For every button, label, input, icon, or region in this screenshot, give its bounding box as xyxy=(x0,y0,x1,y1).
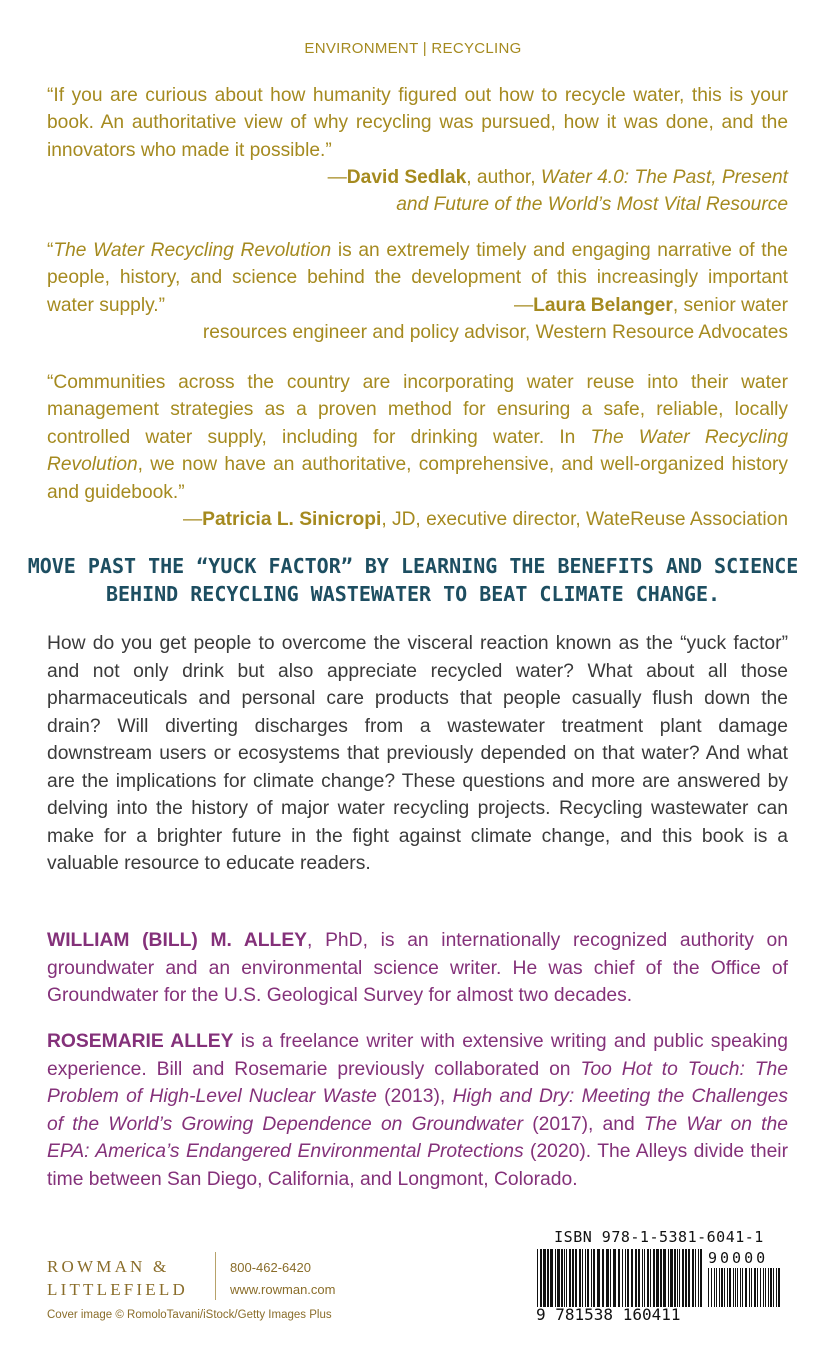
barcode-bar xyxy=(692,1249,694,1307)
quote-open: “ xyxy=(47,240,54,261)
barcode-bar xyxy=(618,1249,620,1307)
barcode-bar xyxy=(757,1268,758,1307)
barcode-bar xyxy=(631,1249,633,1307)
barcode-bar xyxy=(555,1249,556,1307)
barcode-bar xyxy=(768,1268,769,1307)
attribution-book: Water 4.0: The Past, Present xyxy=(540,167,788,188)
barcode-bar xyxy=(773,1268,774,1307)
addon-digits: 90000 xyxy=(708,1249,769,1267)
ean-digits: 9 781538 160411 xyxy=(536,1305,681,1324)
barcode-bar xyxy=(638,1249,640,1307)
publisher-logo-line2: LITTLEFIELD xyxy=(47,1280,188,1299)
barcode-bar xyxy=(564,1249,565,1307)
book-title: High and Dry: Meeting the Challenges of the World’s Growing Dependence on Groundwater xyxy=(47,1086,788,1135)
barcode-bar xyxy=(729,1268,731,1307)
barcode-bar xyxy=(735,1268,736,1307)
author-name: WILLIAM (BILL) M. ALLEY xyxy=(47,930,308,951)
bio-text: (2013), xyxy=(376,1086,453,1107)
barcode-bar xyxy=(579,1249,581,1307)
publisher-contact xyxy=(230,1257,335,1301)
barcode-bar xyxy=(587,1249,589,1307)
barcode-bar xyxy=(642,1249,643,1307)
quote-book-title: The Water Recycling Revolution xyxy=(53,240,332,261)
cover-credit: Cover image © RomoloTavani/iStock/Getty Images Plus xyxy=(47,1309,332,1321)
barcode-bar xyxy=(622,1249,623,1307)
barcode-bar xyxy=(670,1249,673,1307)
barcode-bar xyxy=(776,1268,777,1307)
quote-text: “Communities across the country are incorporating water reuse into their water management strategies as a proven method for ensuring a safe, reliable, locally controlled water supply, including for drinking water. In xyxy=(47,372,788,448)
headline-line2: BEHIND RECYCLING WASTEWATER TO BEAT CLIMATE CHANGE. xyxy=(105,582,721,606)
barcode-bar xyxy=(606,1249,609,1307)
author-name: ROSEMARIE ALLEY xyxy=(47,1031,234,1052)
barcode-bar xyxy=(724,1268,725,1307)
addon-barcode xyxy=(708,1268,784,1307)
barcode-bar xyxy=(613,1249,616,1307)
isbn-label: ISBN 978-1-5381-6041-1 xyxy=(554,1228,764,1246)
barcode-bar xyxy=(540,1249,542,1307)
attribution-sinicropi xyxy=(68,506,788,533)
barcode-bar xyxy=(733,1268,734,1307)
book-title: The War on the EPA: America’s Endangered Environmental Protections xyxy=(47,1113,788,1162)
attribution-name: Patricia L. Sinicropi xyxy=(202,509,382,530)
barcode-bar xyxy=(698,1249,699,1307)
quote-sinicropi xyxy=(47,369,788,506)
book-title: Too Hot to Touch: The Problem of High-Level Nuclear Waste xyxy=(47,1058,788,1107)
barcode-bar xyxy=(716,1268,717,1307)
barcode-bar xyxy=(760,1268,761,1307)
barcode-bar xyxy=(561,1249,563,1307)
barcode-bar xyxy=(719,1268,720,1307)
barcode-bar xyxy=(714,1268,715,1307)
barcode-bar xyxy=(749,1268,750,1307)
barcode-bar xyxy=(550,1249,553,1307)
barcode-bar xyxy=(582,1249,583,1307)
author-bio-text: , PhD, is an internationally recognized authority on groundwater and an environmental science writer. He was chief of the Office of Groundwater for the U.S. Geological Survey for almost two decades. xyxy=(47,930,789,1006)
barcode-bar xyxy=(644,1249,645,1307)
barcode-bar xyxy=(679,1249,680,1307)
barcode-bar xyxy=(610,1249,611,1307)
barcode-bar xyxy=(650,1249,651,1307)
barcode-bar xyxy=(688,1249,690,1307)
headline xyxy=(0,552,826,608)
barcode-bar xyxy=(656,1249,659,1307)
barcode-bar xyxy=(660,1249,662,1307)
attribution-role-line2: resources engineer and policy advisor, Western Resource Advocates xyxy=(202,322,788,344)
barcode-bar xyxy=(663,1249,666,1307)
dash: — xyxy=(513,295,534,316)
barcode-bar xyxy=(682,1249,684,1307)
barcode-bar xyxy=(711,1268,712,1307)
attribution-role: , author, xyxy=(466,167,541,188)
description: How do you get people to overcome the visceral reaction known as the “yuck factor” and not only drink but also appreciate recycled water? What about all those pharmaceuticals and personal care products that people casually flush down the drain? Will diverting discharges from a wastewater treatment plant damage downstream users or ecosystems that previously depended on that water? And what are the implications for climate change? These questions and more are answered by delving into the history of major water recycling projects. Recycling wastewater can make for a brighter future in the fight against climate change, and this book is a valuable resource to educate readers. xyxy=(47,633,788,874)
barcode-bar xyxy=(742,1268,743,1307)
barcode-bar xyxy=(569,1249,571,1307)
barcode-bar xyxy=(778,1268,780,1307)
barcode-bar xyxy=(740,1268,741,1307)
barcode-bar xyxy=(721,1268,723,1307)
barcode-bar xyxy=(585,1249,586,1307)
barcode-bar xyxy=(602,1249,604,1307)
bio-text: is a freelance writer with extensive writing and public speaking experience. Bill and Rosemarie previously collaborated on xyxy=(47,1031,788,1080)
author-bio-william xyxy=(47,927,788,1010)
headline-line1: MOVE PAST THE “YUCK FACTOR” BY LEARNING THE BENEFITS AND SCIENCE xyxy=(27,554,799,578)
barcode-bar xyxy=(685,1249,687,1307)
attribution-sedlak xyxy=(68,164,788,219)
attribution-name: Laura Belanger xyxy=(533,295,673,316)
publisher-logo xyxy=(47,1255,217,1301)
attribution-role: , senior water xyxy=(672,295,788,316)
quote-text: “If you are curious about how humanity figured out how to recycle water, this is your book. An authoritative view of why recycling was pursued, how it was done, and the innovators who made it possible.” xyxy=(47,85,788,161)
barcode-bar xyxy=(591,1249,592,1307)
category-label: ENVIRONMENT | RECYCLING xyxy=(304,40,522,57)
quote-book-title: The Water Recycling Revolution xyxy=(47,426,788,476)
barcode-bar xyxy=(745,1268,747,1307)
barcode-bar xyxy=(543,1249,546,1307)
barcode-bar xyxy=(625,1249,626,1307)
bio-text: (2017), and xyxy=(523,1113,644,1135)
barcode-bar xyxy=(770,1268,772,1307)
barcode-bar xyxy=(597,1249,600,1307)
barcode-bar xyxy=(754,1268,756,1307)
attribution-book-line2: and Future of the World’s Most Vital Resource xyxy=(396,194,788,216)
publisher-phone: 800-462-6420 xyxy=(230,1260,311,1275)
barcode-bar xyxy=(737,1268,738,1307)
barcode-bar xyxy=(751,1268,752,1307)
barcode-bar xyxy=(593,1249,595,1307)
divider xyxy=(215,1252,216,1300)
barcode-bar xyxy=(668,1249,669,1307)
barcode-bar xyxy=(635,1249,637,1307)
barcode-bar xyxy=(537,1249,538,1307)
barcode-bar xyxy=(695,1249,696,1307)
barcode-bar xyxy=(547,1249,549,1307)
dash: — xyxy=(327,167,347,188)
attribution-belanger xyxy=(68,292,788,347)
quote-sedlak xyxy=(47,82,788,164)
barcode-bar xyxy=(572,1249,574,1307)
barcode-bar xyxy=(763,1268,764,1307)
publisher-logo-line1: ROWMAN & xyxy=(47,1257,170,1276)
dash: — xyxy=(182,509,203,530)
ean-barcode xyxy=(537,1249,705,1307)
barcode-bar xyxy=(700,1249,702,1307)
barcode-bar xyxy=(708,1268,709,1307)
attribution-role: , JD, executive director, WateReuse Association xyxy=(381,509,788,530)
barcode-bar xyxy=(627,1249,629,1307)
quote-text: is an extremely timely and engaging narrative of the people, history, and science behind the development of this increasingly important water supply.” xyxy=(47,240,788,316)
quote-text-end: , we now have an authoritative, comprehensive, and well-organized history and guidebook.” xyxy=(47,454,788,503)
barcode-bar xyxy=(575,1249,577,1307)
barcode-bar xyxy=(557,1249,560,1307)
barcode-bar xyxy=(674,1249,676,1307)
author-bio-rosemarie xyxy=(47,1028,788,1193)
barcode-bar xyxy=(566,1249,567,1307)
attribution-name: David Sedlak xyxy=(346,167,467,188)
barcode-bar xyxy=(765,1268,766,1307)
bio-text: (2020). The Alleys divide their time between San Diego, California, and Longmont, Colorado. xyxy=(47,1141,788,1190)
barcode-bar xyxy=(727,1268,728,1307)
publisher-website: www.rowman.com xyxy=(230,1282,336,1297)
barcode-bar xyxy=(647,1249,649,1307)
barcode-bar xyxy=(677,1249,678,1307)
barcode-bar xyxy=(653,1249,655,1307)
